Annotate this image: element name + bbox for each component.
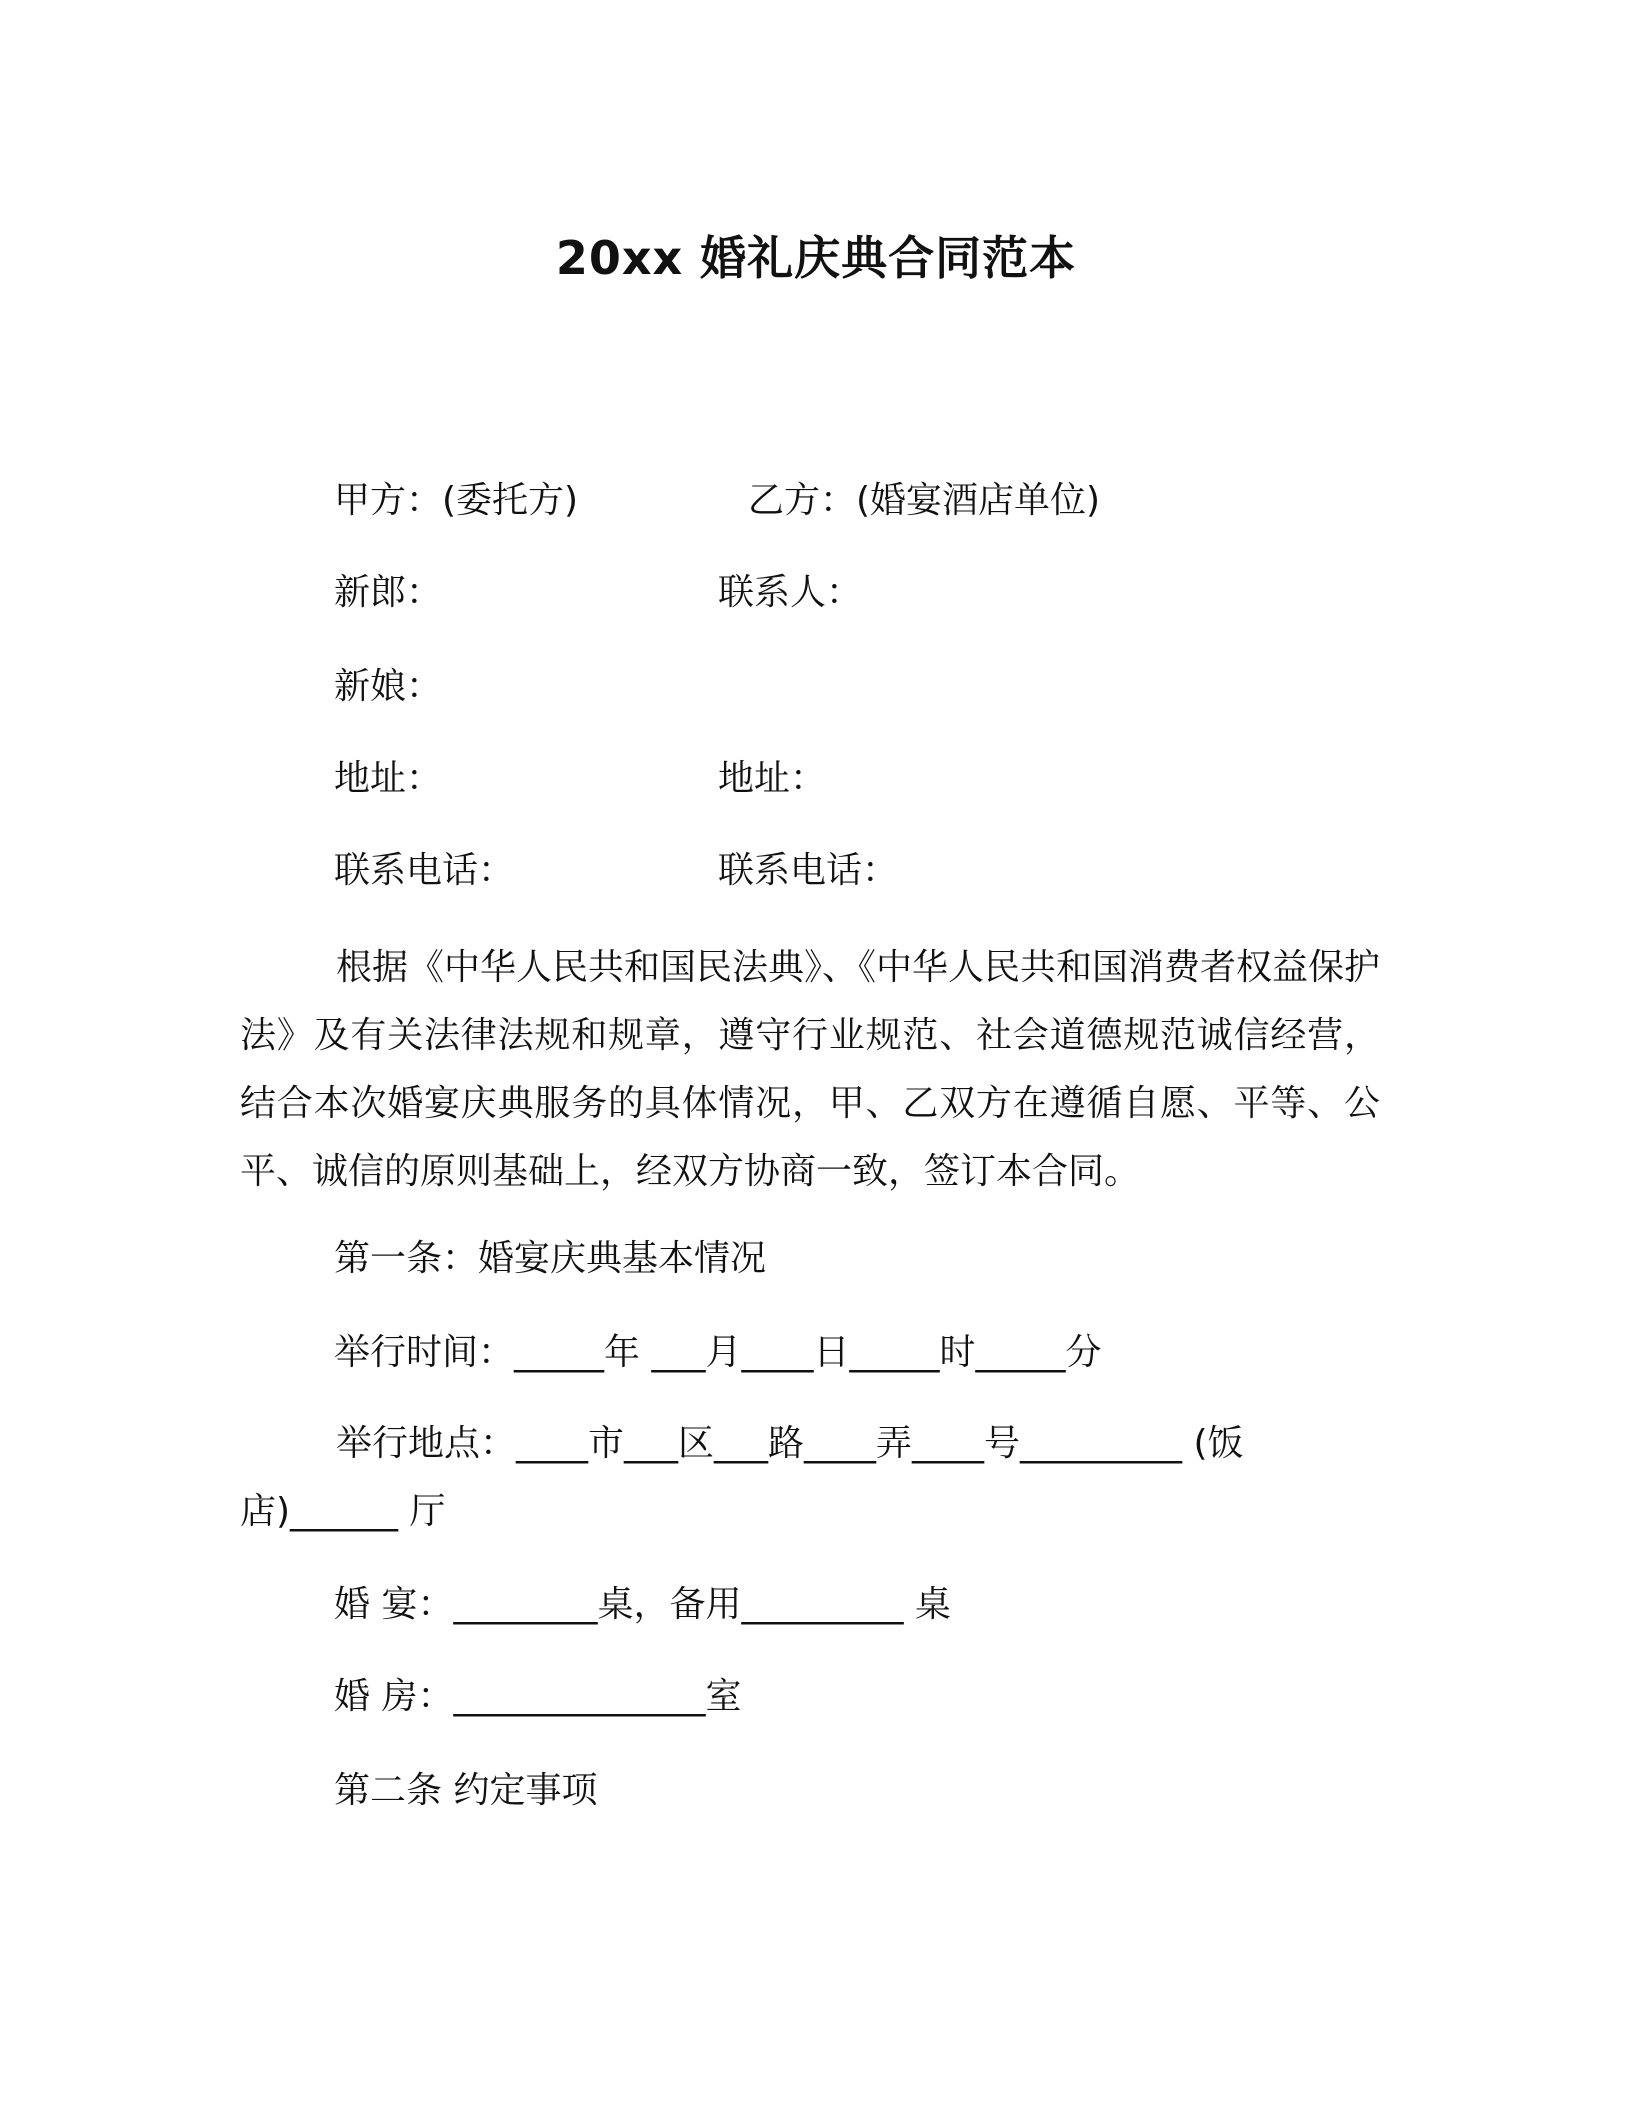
- article2-heading: 第二条 约定事项: [334, 1770, 598, 1811]
- party-a-label: 甲方：(委托方): [334, 480, 579, 521]
- room-line: 婚 房：______________室: [334, 1676, 742, 1717]
- banquet-line: 婚 宴：________桌，备用_________ 桌: [334, 1584, 951, 1625]
- bride-label: 新娘：: [334, 666, 443, 707]
- contact-person-label: 联系人：: [718, 572, 863, 613]
- preamble-paragraph: 根据《中华人民共和国民法典》、《中华人民共和国消费者权益保护法》及有关法律法规和规章，遵守行业规范、社会道德规范诚信经营，结合本次婚宴庆典服务的具体情况，甲、乙双方在遵循自愿、平等、公平、诚信的原则基础上，经双方协商一致，签订本合同。: [240, 947, 1381, 1192]
- address-a-label: 地址：: [334, 758, 443, 799]
- article1-heading: 第一条：婚宴庆典基本情况: [334, 1238, 767, 1279]
- phone-b-label: 联系电话：: [718, 850, 899, 891]
- place-line: 举行地点：____市___区___路____弄____号_________ (饭店)______ 厅: [240, 1423, 1244, 1532]
- address-b-label: 地址：: [718, 758, 827, 799]
- party-b-label: 乙方：(婚宴酒店单位): [748, 480, 1101, 521]
- groom-label: 新郎：: [334, 572, 443, 613]
- page-title: 20xx 婚礼庆典合同范本: [555, 231, 1077, 285]
- phone-a-label: 联系电话：: [334, 850, 515, 891]
- time-line: 举行时间：_____年 ___月____日_____时_____分: [334, 1332, 1102, 1373]
